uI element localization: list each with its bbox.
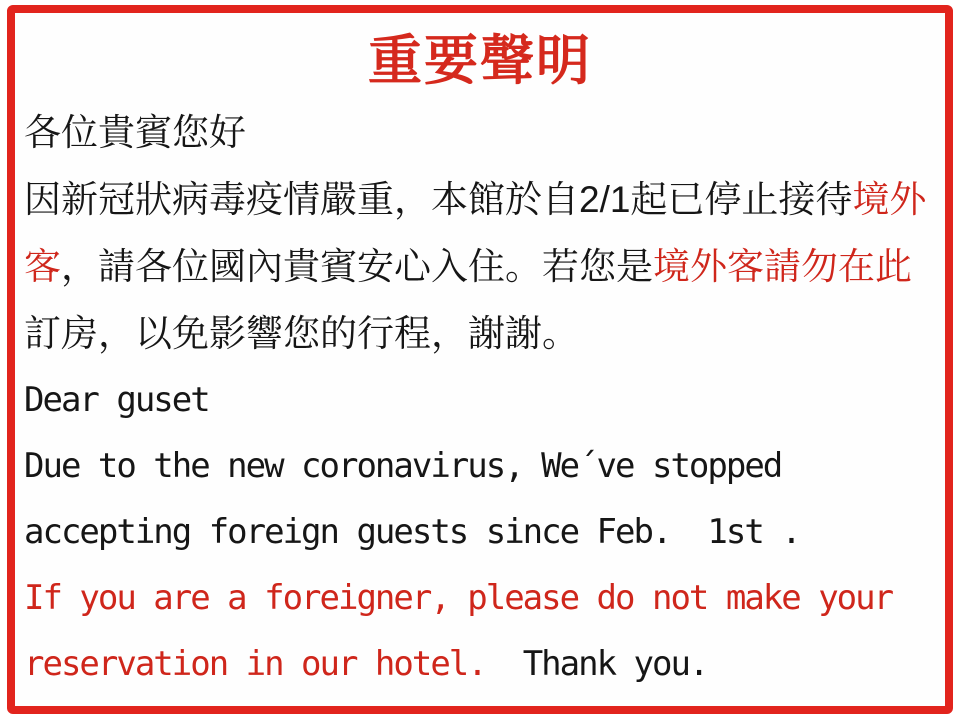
greeting-zh: 各位貴賓您好 xyxy=(24,112,246,153)
paragraph-en: Due to the new coronavirus, We´ve stopped accepting foreign guests since Feb. 1st . xyxy=(24,446,800,552)
text-segment: 因新冠狀病毒疫情嚴重，本館於自2/1起已停止接待 xyxy=(24,179,853,220)
text-segment: ，請各位國內貴賓安心入住。若您是 xyxy=(61,246,653,287)
notice-content xyxy=(15,23,945,697)
paragraph-en-warning xyxy=(24,565,936,697)
text-segment: 訂房，以免影響您的行程，謝謝。 xyxy=(24,313,579,354)
text-segment: 境外客 xyxy=(24,179,927,287)
notice-title: 重要聲明 xyxy=(368,31,592,91)
text-segment: 境外客請勿在此 xyxy=(653,246,912,287)
notice-frame xyxy=(7,5,953,714)
greeting-en: Dear guset xyxy=(24,380,209,420)
text-segment: If you are a foreigner, please do not make your reservation in our hotel. xyxy=(24,578,911,684)
text-segment: Thank you. xyxy=(485,644,708,684)
paragraph-zh xyxy=(24,166,936,367)
